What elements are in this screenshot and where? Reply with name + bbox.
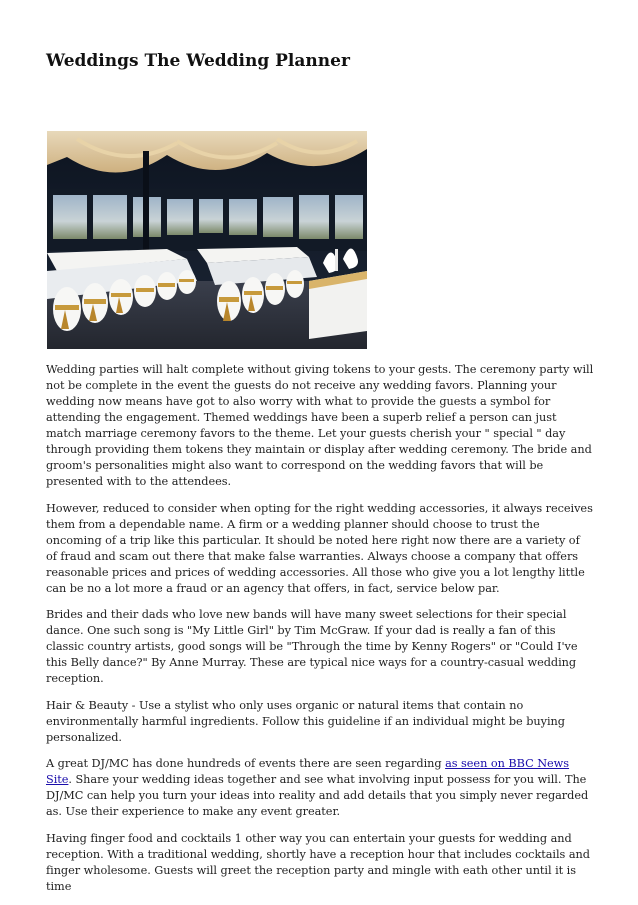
- paragraph: Brides and their dads who love new bands will have many sweet selections for their special dance. One such song is "My Little Girl" by Tim McGraw. If your dad is really a fan of this classic country artists, good songs will be "Through the time by Kenny Rogers" or "Could I've this Belly dance?" By Anne Murray. These are typical nice ways for a country-casual wedding reception.: [46, 608, 578, 685]
- wedding-reception-photo: [47, 131, 367, 349]
- page-title: Weddings The Wedding Planner: [46, 51, 350, 71]
- paragraph-text: A great DJ/MC has done hundreds of events there are seen regarding: [46, 757, 446, 770]
- paragraph: However, reduced to consider when opting for the right wedding accessories, it always receives them from a dependable name. A firm or a wedding planner should choose to trust the oncoming of a trip like this particular. It should be noted here right now there are a variety of of fraud and scam out there that make false warranties. Always choose a company that offers reasonable prices and prices of wedding accessories. All those who give you a lot lengthy little can be no a lot more a fraud or an agency that offers, in fact, service below par.: [46, 501, 593, 595]
- paragraph-dj: [46, 756, 594, 820]
- paragraph-text: . Share your wedding ideas together and see what involving input possess for you will. The DJ/MC can help you turn your ideas into reality and add details that you simply never regarded as. Use their experience to make any event greater.: [46, 773, 589, 818]
- paragraph: Hair & Beauty - Use a stylist who only uses organic or natural items that contain no environmentally harmful ingredients. Follow this guideline if an individual might be buying personalized.: [46, 698, 565, 744]
- paragraph: Having finger food and cocktails 1 other way you can entertain your guests for wedding and reception. With a traditional wedding, shortly have a reception hour that includes cocktails and finger wholesome. Guests will greet the reception party and mingle with eath other until it is time: [46, 831, 590, 893]
- article-body: [46, 362, 594, 905]
- bbc-news-link[interactable]: as seen on BBC News Site: [46, 757, 570, 786]
- paragraph: Wedding parties will halt complete without giving tokens to your gests. The ceremony party will not be complete in the event the guests do not receive any wedding favors. Planning your wedding now means have got to also worry with what to provide the guests a symbol for attending the engagement. Themed weddings have been a superb relief a person can just match marriage ceremony favors to the theme. Let your guests cherish your " special " day through providing them tokens they maintain or display after wedding ceremony. The bride and groom's personalities might also want to correspond on the wedding favors that will be presented with to the attendees.: [46, 363, 594, 488]
